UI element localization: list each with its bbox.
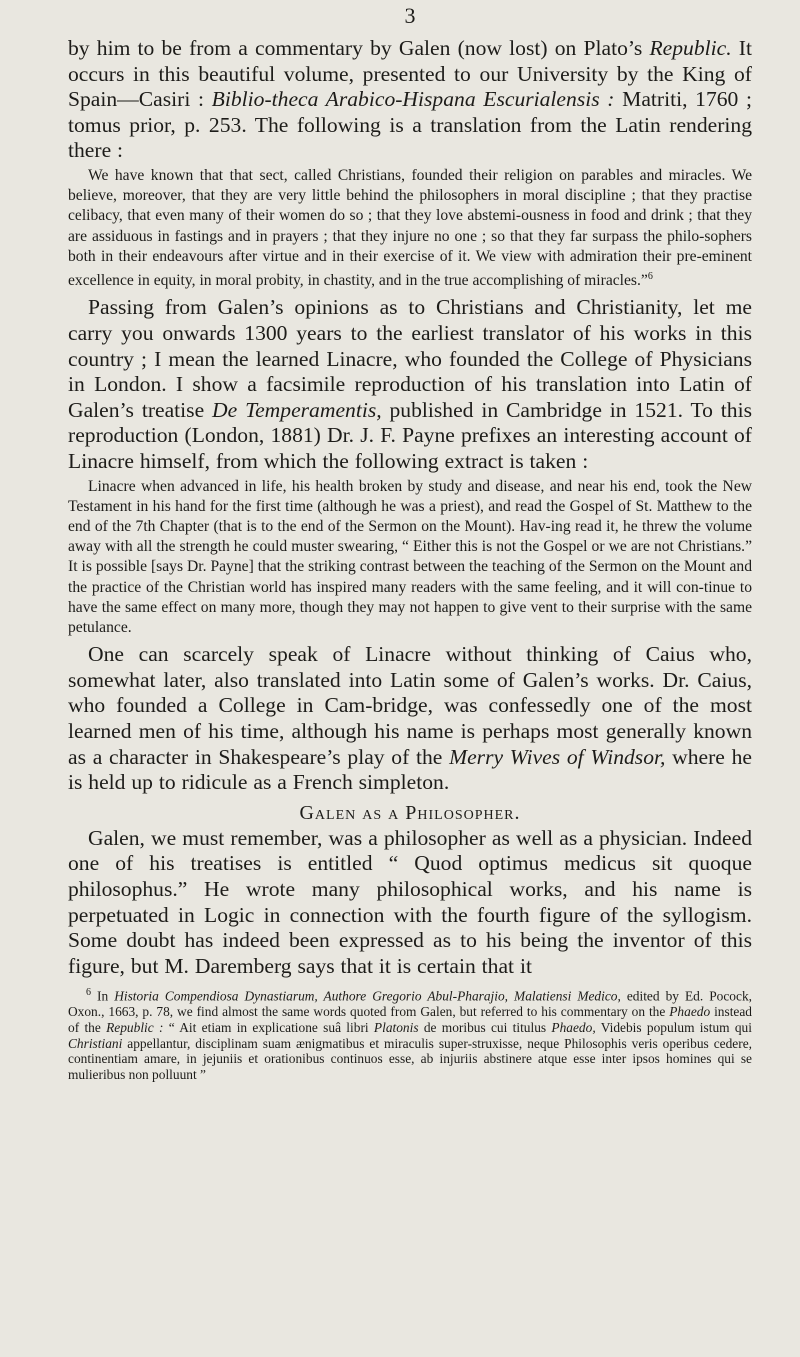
text-run-italic: Platonis <box>373 1019 419 1035</box>
quote-text: We have known that that sect, called Christians, founded their religion on parables and miracles. We believe, moreover, that they are very little behind the philosophers in moral discipline ; that they practise celibacy, that even many of their women do so ; that they love abstemi-ousness in food and drink ; that they are assiduous in fastings and in prayers ; that they injure no one ; so that they far surpass the philo-sophers both in their endeavours after virtue and in their exercise of it. We view with admiration their pre-eminent excellence in equity, in moral probity, in chastity, and in the true accomplishing of miracles.” <box>68 166 752 290</box>
paragraph-philosopher: Galen, we must remember, was a philosopher as well as a physician. Indeed one of his treatises is entitled “ Quod optimus medicus sit quoque philosophus.” He wrote many philosophical works, and his name is perpetuated in Logic in connection with the fourth figure of the syllogism. Some doubt has indeed been expressed as to his being the inventor of this figure, but M. Daremberg says that it is certain that it <box>68 825 752 978</box>
text-run: Matriti, 1760 ; tomus prior, p. 253. The following is a translation from the Latin rendering there : <box>68 87 752 163</box>
text-run-italic: Historia Compendiosa Dynastiarum, Authore Gregorio Abul-Pharajio, Malatiensi Medico, <box>114 988 621 1004</box>
text-run: Passing from Galen’s opinions as to Christians and Christianity, let me carry you onwards 1300 years to the earliest translator of his works in this country ; I mean the learned Linacre, who founded the College of Physicians in London. I show a facsimile reproduction of his translation into Latin of Galen’s treatise <box>68 295 752 422</box>
text-run-italic: Phaedo, <box>551 1019 596 1035</box>
footnote-reference: 6 <box>647 270 653 282</box>
text-run: “ Ait etiam in explicatione suâ libri <box>163 1019 374 1035</box>
text-run-italic: Merry Wives of Windsor, <box>449 744 666 769</box>
page-number: 3 <box>404 3 416 28</box>
text-run-italic: Republic. <box>649 36 732 60</box>
text-run: edited by Ed. Pocock, Oxon., 1663, p. 78, we find almost the same words quoted from Galen, but referred to his commentary on the <box>68 988 752 1020</box>
quote-christians <box>68 166 752 291</box>
text-run-italic: Biblio-theca Arabico-Hispana Escurialensis : <box>211 87 615 112</box>
text-run: instead of the <box>68 1004 753 1035</box>
paragraph-plato-republic <box>68 36 752 164</box>
footnote <box>68 985 752 1082</box>
paragraph-caius <box>68 642 752 796</box>
text-run-italic: De Temperamentis, <box>212 397 382 422</box>
text-run: de moribus cui titulus <box>418 1019 552 1035</box>
text-run: Videbis populum istum qui <box>595 1019 752 1035</box>
text-run: published in Cambridge in 1521. To this reproduction (London, 1881) Dr. J. F. Payne prefixes an interesting account of Linacre himself, from which the following extract is taken : <box>68 397 753 473</box>
text-run: It occurs in this beautiful volume, presented to our University by the King of Spain—Casiri : <box>68 36 752 112</box>
text-run-italic: Republic : <box>106 1019 164 1035</box>
text-run: appellantur, disciplinam suam ænigmatibus et miraculis super-struxisse, neque Philosophis veris operibus cedere, continentiam amare, in jejuniis et orationibus continuos esse, ab injuriis abstinere atque esse inter ipsos homines qui se mulieribus non polluunt ” <box>68 1035 752 1082</box>
text-run: where he is held up to ridicule as a French simpleton. <box>68 744 752 795</box>
footnote-marker: 6 <box>86 987 91 999</box>
text-run: by him to be from a commentary by Galen (now lost) on Plato’s <box>68 36 650 60</box>
text-run: One can scarcely speak of Linacre without thinking of Caius who, somewhat later, also translated into Latin some of Galen’s works. Dr. Caius, who founded a College in Cam-bridge, was confessedly one of the most learned men of his time, although his name is perhaps most generally known as a character in Shakespeare’s play of the <box>68 642 752 769</box>
paragraph-linacre <box>68 295 752 474</box>
section-heading: Galen as a Philosopher. <box>299 801 521 824</box>
quote-linacre: Linacre when advanced in life, his health broken by study and disease, and near his end, took the New Testament in his hand for the first time (although he was a priest), and read the Gospel of St. Matthew to the end of the 7th Chapter (that is to the end of the Sermon on the Mount). Hav-ing read it, he threw the volume away with all the strength he could muster swearing, “ Either this is not the Gospel or we are not Christians.” It is possible [says Dr. Payne] that the striking contrast between the teaching of the Sermon on the Mount and the practice of the Christian world has inspired many readers with the same feeling, and it will con-tinue to have the same effect on many more, though they may not happen to give vent to their surprise with the same petulance. <box>68 477 752 636</box>
text-run: In <box>91 988 115 1004</box>
text-run-italic: Christiani <box>68 1035 123 1051</box>
text-run-italic: Phaedo <box>669 1004 711 1020</box>
